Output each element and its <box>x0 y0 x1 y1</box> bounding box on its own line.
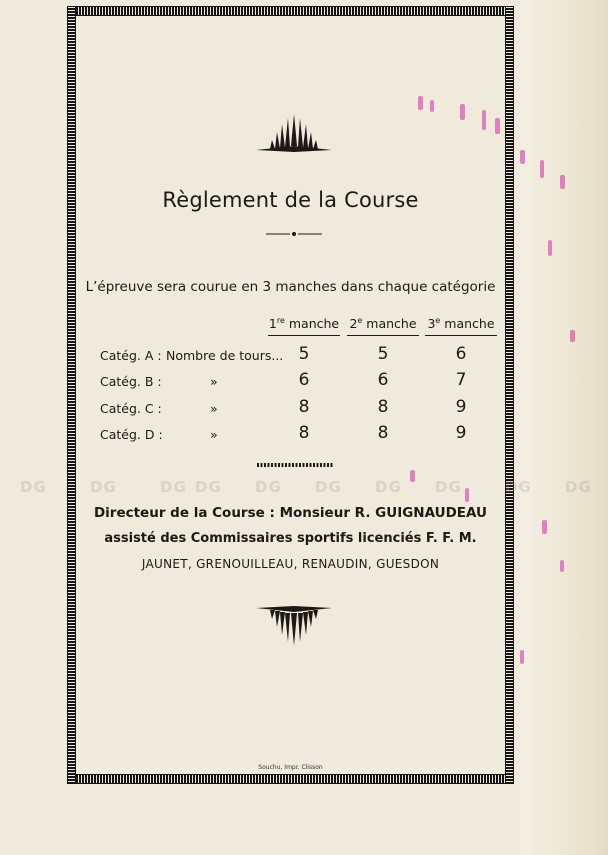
watermark: DG <box>565 478 592 496</box>
watermark: DG <box>435 478 462 496</box>
row-description: » <box>210 374 218 389</box>
table-cell: 8 <box>377 423 389 443</box>
stamp-mark <box>542 520 547 534</box>
stamp-mark <box>520 150 525 164</box>
frame-border-right <box>505 6 514 784</box>
assistants-line: assisté des Commissaires sportifs licenciés F. F. M. <box>104 531 477 546</box>
stamp-mark <box>430 100 434 112</box>
table-cell: 5 <box>377 344 389 364</box>
row-label: Catég. D : <box>100 427 163 442</box>
watermark: DG <box>255 478 282 496</box>
table-cell: 5 <box>298 344 310 364</box>
watermark: DG <box>375 478 402 496</box>
ornamental-divider <box>266 230 322 238</box>
table-cell: 6 <box>377 370 389 390</box>
table-cell: 8 <box>298 423 310 443</box>
stamp-mark <box>570 330 575 342</box>
intro-text: L’épreuve sera courue en 3 manches dans chaque catégorie <box>85 279 496 295</box>
printer-credit: Souchu, Impr. Clisson <box>258 764 323 771</box>
stamp-mark <box>465 488 469 502</box>
watermark: DG <box>505 478 532 496</box>
paper-edge <box>520 0 608 855</box>
watermark: DG <box>90 478 117 496</box>
stamp-mark <box>482 110 486 130</box>
top-ornament-icon <box>252 112 336 154</box>
stamp-mark <box>560 560 564 572</box>
stamp-mark <box>495 118 500 134</box>
table-cell: 9 <box>455 397 467 417</box>
table-cell: 7 <box>455 370 467 390</box>
table-cell: 6 <box>298 370 310 390</box>
frame-border-bottom <box>67 774 514 784</box>
page-title: Règlement de la Course <box>162 188 419 212</box>
watermark: DG <box>20 478 47 496</box>
table-cell: 8 <box>298 397 310 417</box>
watermark: DG <box>160 478 187 496</box>
column-header-1: 1re manche <box>268 316 340 336</box>
row-description: » <box>210 427 218 442</box>
row-label: Catég. C : <box>100 401 162 416</box>
stamp-mark <box>418 96 423 110</box>
watermark: DG <box>195 478 222 496</box>
table-cell: 8 <box>377 397 389 417</box>
table-cell: 9 <box>455 423 467 443</box>
stamp-mark <box>520 650 524 664</box>
frame-border-top <box>67 6 514 16</box>
row-label: Catég. B : <box>100 374 162 389</box>
stamp-mark <box>410 470 415 482</box>
row-description: Nombre de tours... <box>166 348 284 363</box>
stamp-mark <box>540 160 544 178</box>
stamp-mark <box>460 104 465 120</box>
race-director: Directeur de la Course : Monsieur R. GUIGNAUDEAU <box>93 505 488 521</box>
column-header-3: 3e manche <box>425 316 497 336</box>
bottom-ornament-icon <box>252 604 336 648</box>
stamp-mark <box>548 240 552 256</box>
table-cell: 6 <box>455 344 467 364</box>
watermark: DG <box>315 478 342 496</box>
frame-border-left <box>67 6 76 784</box>
dotted-divider <box>257 463 333 467</box>
column-header-2: 2e manche <box>347 316 419 336</box>
stamp-mark <box>560 175 565 189</box>
row-description: » <box>210 401 218 416</box>
commissioners-names: JAUNET, GRENOUILLEAU, RENAUDIN, GUESDON <box>141 557 440 571</box>
row-label: Catég. A : <box>100 348 162 363</box>
